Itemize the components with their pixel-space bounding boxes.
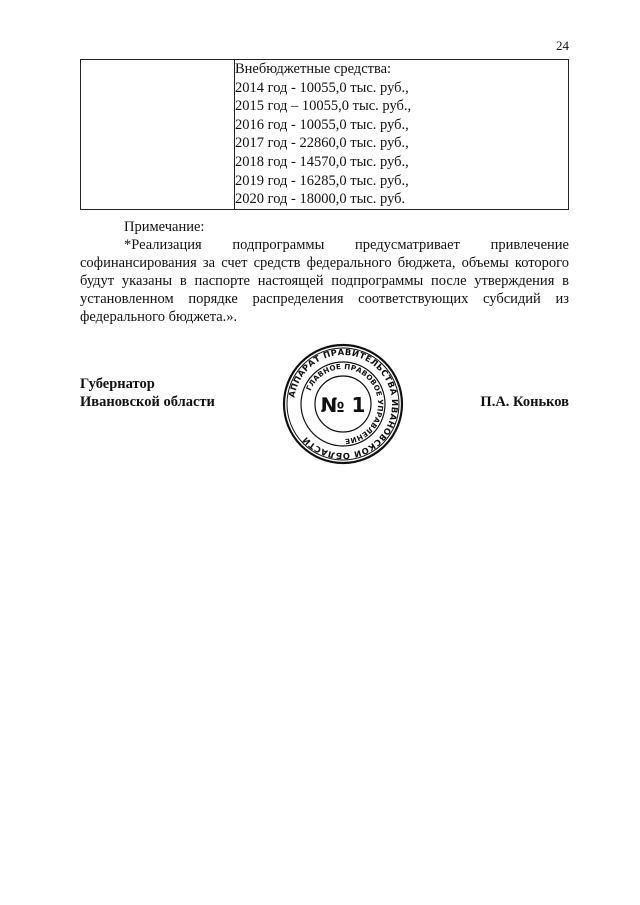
signatory-title-line: Губернатор xyxy=(80,376,155,392)
funding-line: 2018 год - 14570,0 тыс. руб., xyxy=(235,153,409,170)
stamp-inner-text: ГЛАВНОЕ ПРАВОВОЕ УПРАВЛЕНИЕ xyxy=(304,361,386,447)
table-cell-funding xyxy=(235,60,569,210)
signatory-name: П.А. Коньков xyxy=(480,394,569,410)
note-section xyxy=(80,218,569,326)
official-stamp xyxy=(282,343,404,465)
funding-table xyxy=(80,59,569,210)
page-number: 24 xyxy=(556,38,569,53)
funding-heading: Внебюджетные средства: xyxy=(235,61,392,77)
funding-line: 2019 год - 16285,0 тыс. руб., xyxy=(235,172,409,189)
note-label: Примечание: xyxy=(124,219,205,235)
stamp-seal-icon xyxy=(282,343,404,465)
note-text: *Реализация подпрограммы предусматривает привлечение софинансирования за счет средств федерального бюджета, объемы которого будут указаны в паспорте настоящей подпрограммы после утверждения в установленном порядке распределения соответствующих субсидий из федерального бюджета.». xyxy=(80,237,569,325)
funding-line: 2017 год - 22860,0 тыс. руб., xyxy=(235,135,409,152)
signatory-title-line: Ивановской области xyxy=(80,394,215,410)
funding-line: 2014 год - 10055,0 тыс. руб., xyxy=(235,79,409,96)
signatory-title xyxy=(80,375,215,411)
funding-line: 2020 год - 18000,0 тыс. руб. xyxy=(235,191,406,208)
funding-line: 2016 год - 10055,0 тыс. руб., xyxy=(235,116,409,133)
table-row xyxy=(81,60,569,210)
funding-line: 2015 год – 10055,0 тыс. руб., xyxy=(235,98,412,115)
stamp-outer-text: АППАРАТ ПРАВИТЕЛЬСТВА ИВАНОВСКОЙ ОБЛАСТИ xyxy=(286,346,401,462)
table-cell-empty xyxy=(81,60,235,210)
stamp-number: № 1 xyxy=(320,393,366,417)
